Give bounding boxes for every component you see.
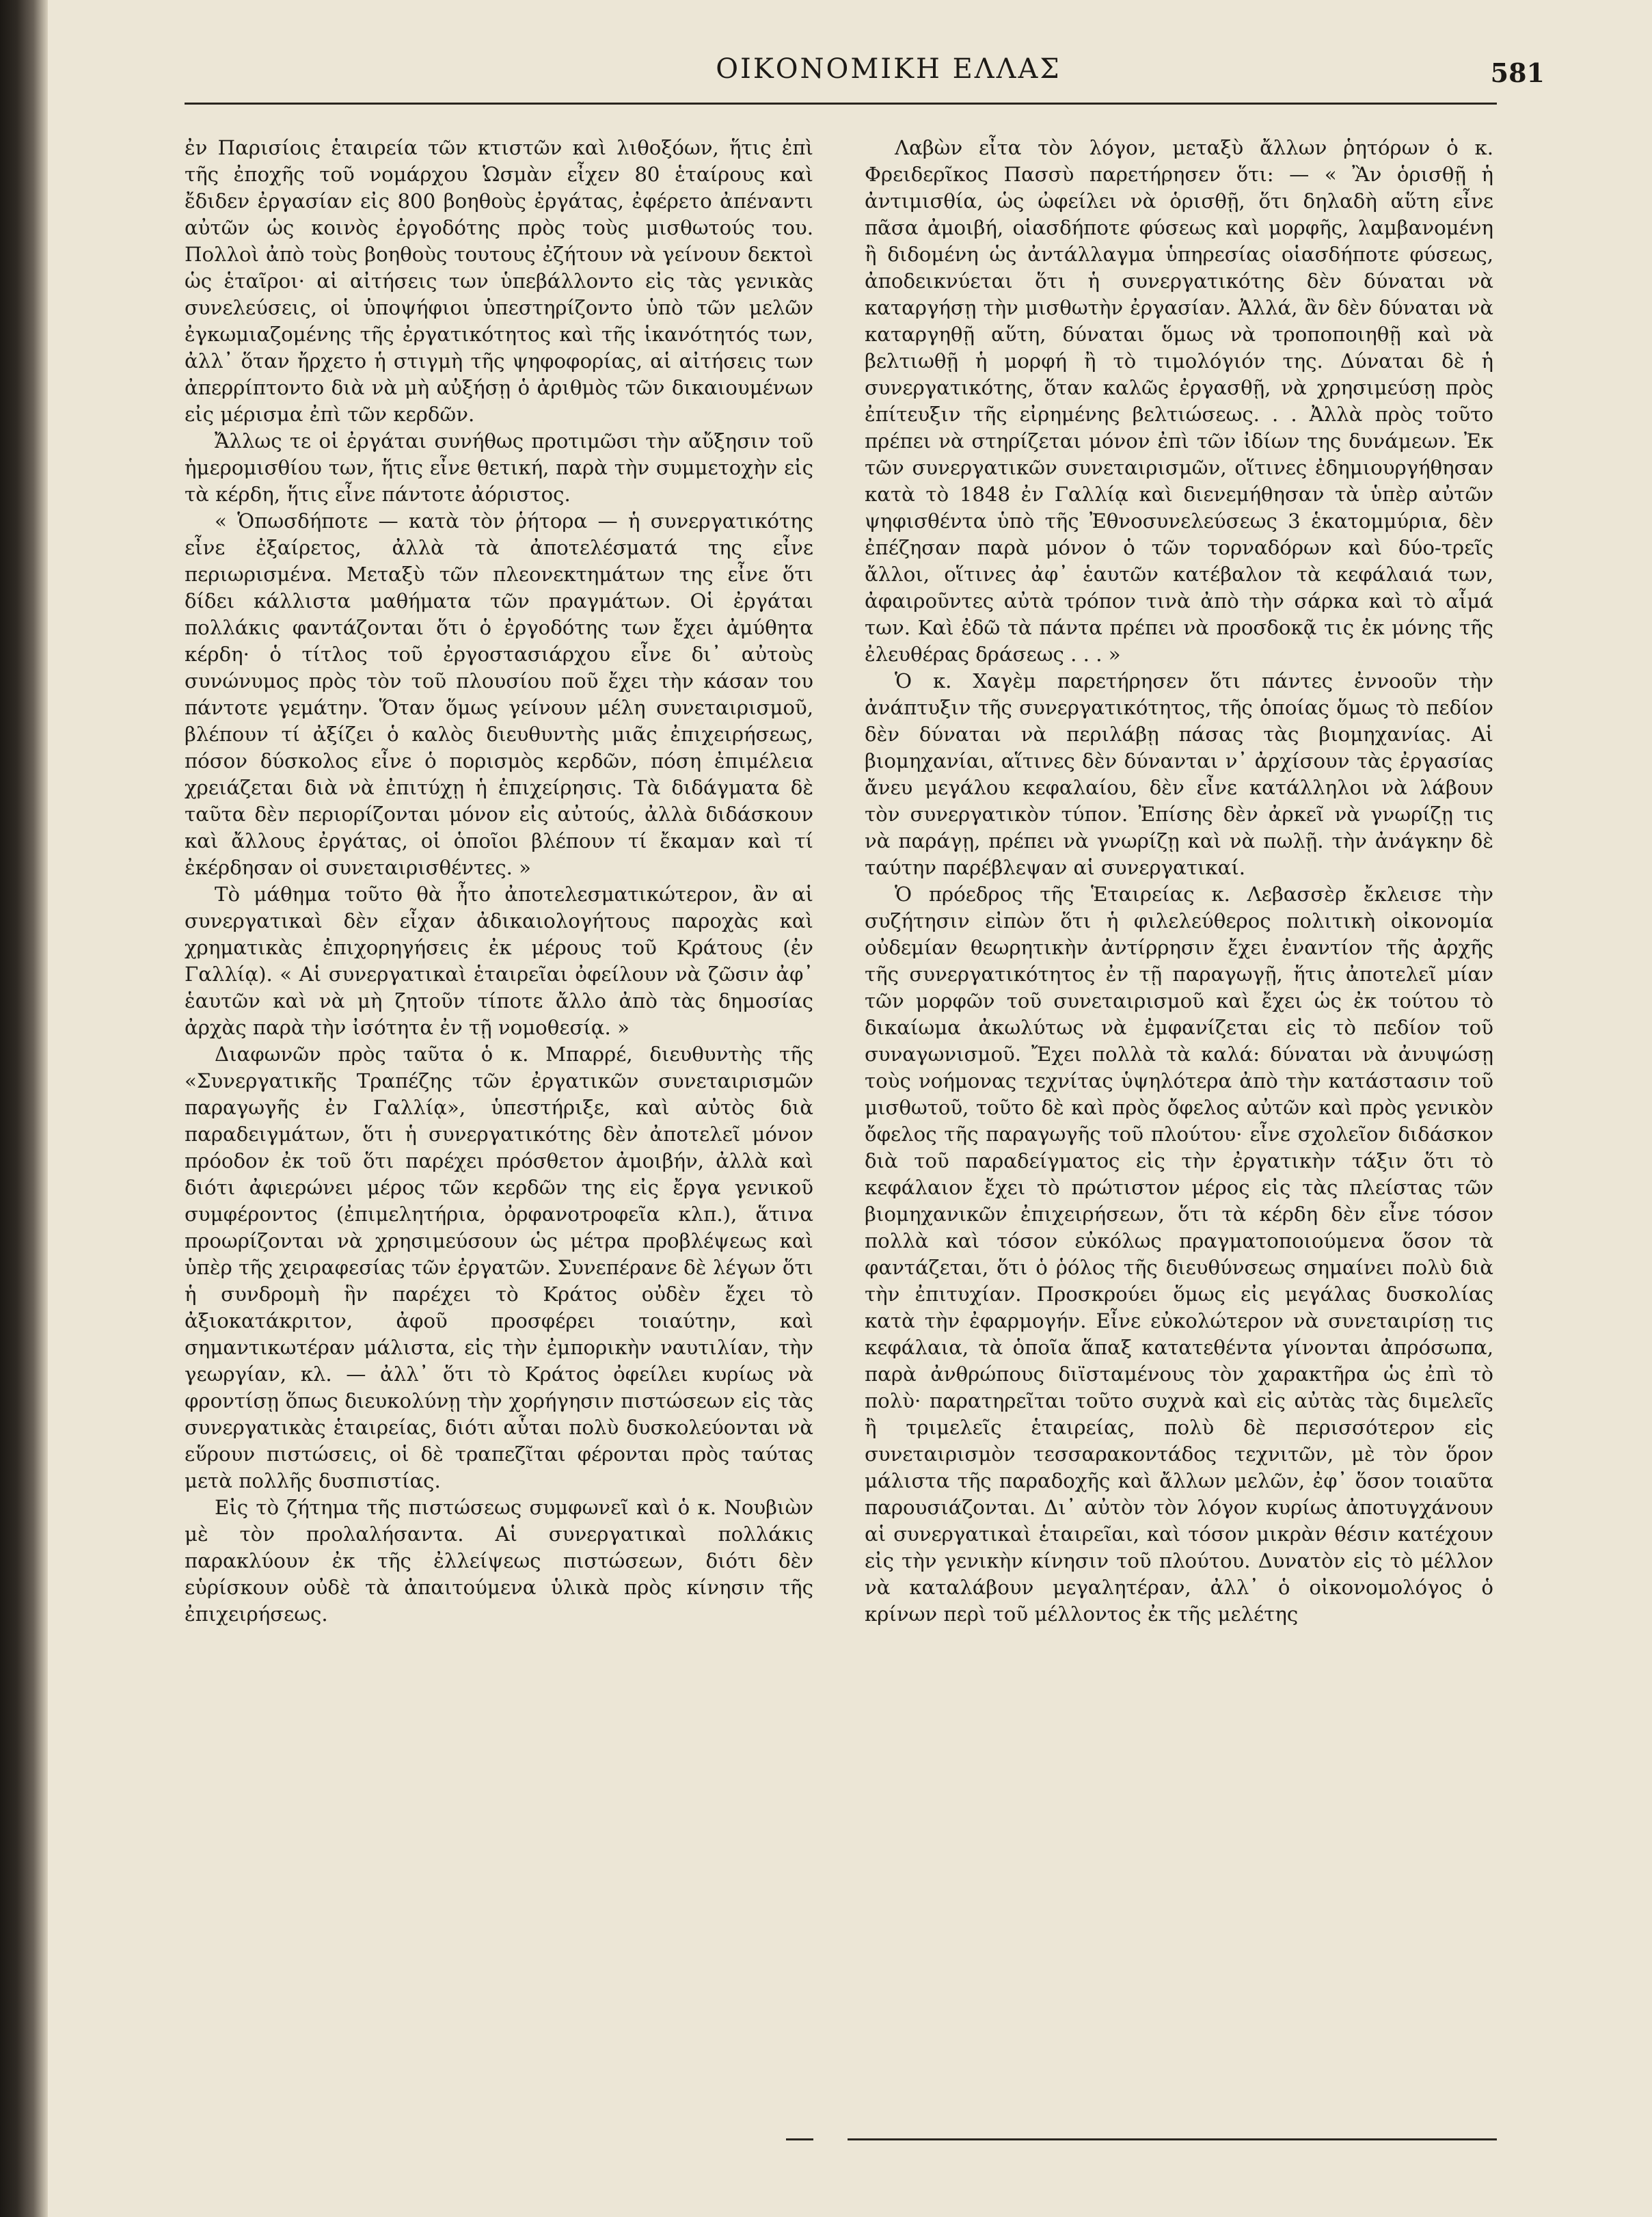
- right-column: [865, 135, 1493, 1628]
- paragraph: « Ὁπωσδήποτε — κατὰ τὸν ῥήτορα — ἡ συνεργατικότης εἶνε ἐξαίρετος, ἀλλὰ τὰ ἀποτελέσματά της εἶνε περιωρισμένα. Μεταξὺ τῶν πλεονεκτημάτων της εἶνε ὅτι δίδει κάλλιστα μαθήματα τῶν πραγμάτων. Οἱ ἐργάται πολλάκις φαντάζονται ὅτι ὁ ἐργοδότης των ἔχει ἀμύθητα κέρδη· ὁ τίτλος τοῦ ἐργοστασιάρχου εἶνε δι᾽ αὐτοὺς συνώνυμος πρὸς τὸν τοῦ πλουσίου ποῦ ἔχει τὴν κάσαν του πάντοτε γεμάτην. Ὅταν ὅμως γείνουν μέλη συνεταιρισμοῦ, βλέπουν τί ἀξίζει ὁ καλὸς διευθυντὴς μιᾶς ἐπιχειρήσεως, πόσον δύσκολος εἶνε ὁ πορισμὸς κερδῶν, πόση ἐπιμέλεια χρειάζεται διὰ νὰ ἐπιτύχῃ ἡ ἐπιχείρησις. Τὰ διδάγματα δὲ ταῦτα δὲν περιορίζονται μόνον εἰς αὐτούς, ἀλλὰ διδάσκουν καὶ ἄλλους ἐργάτας, οἱ ὁποῖοι βλέπουν τί ἔκαμαν καὶ τί ἐκέρδησαν οἱ συνεταιρισθέντες. »: [185, 509, 813, 879]
- bottom-rule-right: [848, 2138, 1497, 2140]
- paragraph: Εἰς τὸ ζήτημα τῆς πιστώσεως συμφωνεῖ καὶ ὁ κ. Νουβιὼν μὲ τὸν προλαλήσαντα. Αἱ συνεργατικαὶ πολλάκις παρακλύουν ἐκ τῆς ἐλλείψεως πιστώσεων, διότι δὲν εὑρίσκουν οὐδὲ τὰ ἀπαιτούμενα ὑλικὰ πρὸς κίνησιν τῆς ἐπιχειρήσεως.: [185, 1496, 813, 1626]
- paragraph: Ἄλλως τε οἱ ἐργάται συνήθως προτιμῶσι τὴν αὔξησιν τοῦ ἡμερομισθίου των, ἥτις εἶνε θετική, παρὰ τὴν συμμετοχὴν εἰς τὰ κέρδη, ἥτις εἶνε πάντοτε ἀόριστος.: [185, 429, 813, 506]
- paragraph: Ὁ πρόεδρος τῆς Ἑταιρείας κ. Λεβασσὲρ ἔκλεισε τὴν συζήτησιν εἰπὼν ὅτι ἡ φιλελεύθερος πολιτικὴ οἰκονομία οὐδεμίαν θεωρητικὴν ἀντίρρησιν ἔχει ἐναντίον τῆς ἀρχῆς τῆς συνεργατικότητος ἐν τῇ παραγωγῇ, ἥτις ἀποτελεῖ μίαν τῶν μορφῶν τοῦ συνεταιρισμοῦ καὶ ἔχει ὡς ἐκ τούτου τὸ δικαίωμα ἀκωλύτως νὰ ἐμφανίζεται εἰς τὸ πεδίον τοῦ συναγωνισμοῦ. Ἔχει πολλὰ τὰ καλά: δύναται νὰ ἀνυψώσῃ τοὺς νοήμονας τεχνίτας ὑψηλότερα ἀπὸ τὴν κατάστασιν τοῦ μισθωτοῦ, τοῦτο δὲ καὶ πρὸς ὄφελος αὐτῶν καὶ πρὸς γενικὸν ὄφελος τῆς παραγωγῆς τοῦ πλούτου· εἶνε σχολεῖον διδάσκον διὰ τοῦ παραδείγματος εἰς τὴν ἐργατικὴν τάξιν ὅτι τὸ κεφάλαιον ἔχει τὸ πρώτιστον μέρος εἰς τὰς πλείστας τῶν βιομηχανικῶν ἐπιχειρήσεων, ὅτι τὰ κέρδη δὲν εἶνε τόσον πολλὰ καὶ τόσον εὐκόλως πραγματοποιούμενα ὅσον τὰ φαντάζεται, ὅτι ὁ ῥόλος τῆς διευθύνσεως σημαίνει πολὺ διὰ τὴν ἐπιτυχίαν. Προσκρούει ὅμως εἰς μεγάλας δυσκολίας κατὰ τὴν ἐφαρμογήν. Εἶνε εὐκολώτερον νὰ συνεταιρίσῃ τις κεφάλαια, τὰ ὁποῖα ἅπαξ κατατεθέντα γίνονται ἀπρόσωπα, παρὰ ἀνθρώπους διϊσταμένους τὸν χαρακτῆρα ὡς ἐπὶ τὸ πολὺ· παρατηρεῖται τοῦτο συχνὰ καὶ εἰς αὐτὰς τὰς διμελεῖς ἢ τριμελεῖς ἑταιρείας, πολὺ δὲ περισσότερον εἰς συνεταιρισμὸν τεσσαρακοντάδος τεχνιτῶν, μὲ τὸν ὅρον μάλιστα τῆς παραδοχῆς καὶ ἄλλων μελῶν, ἐφ᾽ ὅσον τοιαῦτα παρουσιάζονται. Δι᾽ αὐτὸν τὸν λόγον κυρίως ἀποτυγχάνουν αἱ συνεργατικαὶ ἑταιρεῖαι, καὶ τόσον μικρὰν θέσιν κατέχουν εἰς τὴν γενικὴν κίνησιν τοῦ πλούτου. Δυνατὸν εἰς τὸ μέλλον νὰ καταλάβουν μεγαλητέραν, ἀλλ᾽ ὁ οἰκονομολόγος ὁ κρίνων περὶ τοῦ μέλλοντος ἐκ τῆς μελέτης: [865, 883, 1493, 1626]
- book-binding-shadow: [0, 0, 48, 2217]
- header-rule: [185, 103, 1497, 105]
- paragraph: Τὸ μάθημα τοῦτο θὰ ἦτο ἀποτελεσματικώτερον, ἂν αἱ συνεργατικαὶ δὲν εἶχαν ἀδικαιολογήτους παροχὰς καὶ χρηματικὰς ἐπιχορηγήσεις ἐκ μέρους τοῦ Κράτους (ἐν Γαλλίᾳ). « Αἱ συνεργατικαὶ ἑταιρεῖαι ὀφείλουν νὰ ζῶσιν ἀφ᾽ ἑαυτῶν καὶ νὰ μὴ ζητοῦν τίποτε ἄλλο ἀπὸ τὰς δημοσίας ἀρχὰς παρὰ τὴν ἰσότητα ἐν τῇ νομοθεσίᾳ. »: [185, 883, 813, 1039]
- running-header: [232, 53, 1545, 101]
- paragraph: Ὁ κ. Χαγὲμ παρετήρησεν ὅτι πάντες ἐννοοῦν τὴν ἀνάπτυξιν τῆς συνεργατικότητος, τῆς ὁποίας ὅμως τὸ πεδίον δὲν δύναται νὰ περιλάβῃ πάσας τὰς βιομηχανίας. Αἱ βιομηχανίαι, αἵτινες δὲν δύνανται ν᾽ ἀρχίσουν τὰς ἐργασίας ἄνευ μεγάλου κεφαλαίου, δὲν εἶνε κατάλληλοι νὰ λάβουν τὸν συνεργατικὸν τύπον. Ἐπίσης δὲν ἀρκεῖ νὰ γνωρίζῃ τις νὰ παράγῃ, πρέπει νὰ γνωρίζῃ καὶ νὰ πωλῇ. τὴν ἀνάγκην δὲ ταύτην παρέβλεψαν αἱ συνεργατικαί.: [865, 669, 1493, 879]
- paragraph: Διαφωνῶν πρὸς ταῦτα ὁ κ. Μπαρρέ, διευθυντὴς τῆς «Συνεργατικῆς Τραπέζης τῶν ἐργατικῶν συνεταιρισμῶν παραγωγῆς ἐν Γαλλίᾳ», ὑπεστήριξε, καὶ αὐτὸς διὰ παραδειγμάτων, ὅτι ἡ συνεργατικότης δὲν ἀποτελεῖ μόνον πρόοδον ἐκ τοῦ ὅτι παρέχει πρόσθετον ἀμοιβήν, ἀλλὰ καὶ διότι ἀφιερώνει μέρος τῶν κερδῶν της εἰς ἔργα γενικοῦ συμφέροντος (ἐπιμελητήρια, ὀρφανοτροφεῖα κλπ.), ἅτινα προωρίζονται νὰ χρησιμεύσουν ὡς μέτρα προβλέψεως καὶ ὑπὲρ τῆς χειραφεσίας τῶν ἐργατῶν. Συνεπέρανε δὲ λέγων ὅτι ἡ συνδρομὴ ἣν παρέχει τὸ Κράτος οὐδὲν ἔχει τὸ ἀξιοκατάκριτον, ἀφοῦ προσφέρει τοιαύτην, καὶ σημαντικωτέραν μάλιστα, εἰς τὴν ἐμπορικὴν ναυτιλίαν, τὴν γεωργίαν, κλ. — ἀλλ᾽ ὅτι τὸ Κράτος ὀφείλει κυρίως νὰ φροντίσῃ ὅπως διευκολύνῃ τὴν χορήγησιν πιστώσεων εἰς τὰς συνεργατικὰς ἑταιρείας, διότι αὗται πολὺ δυσκολεύονται νὰ εὕρουν πιστώσεις, οἱ δὲ τραπεζῖται φέρονται πρὸς ταύτας μετὰ πολλῆς δυσπιστίας.: [185, 1043, 813, 1492]
- left-column: [185, 135, 813, 1628]
- paragraph: Λαβὼν εἶτα τὸν λόγον, μεταξὺ ἄλλων ῥητόρων ὁ κ. Φρειδερῖκος Πασσὺ παρετήρησεν ὅτι: — « Ἂν ὁρισθῇ ἡ ἀντιμισθία, ὡς ὠφείλει νὰ ὁρισθῇ, ὅτι δηλαδὴ αὕτη εἶνε πᾶσα ἀμοιβή, οἱασδήποτε φύσεως καὶ μορφῆς, λαμβανομένη ἢ διδομένη ὡς ἀντάλλαγμα ὑπηρεσίας οἱασδήποτε φύσεως, ἀποδεικνύεται ὅτι ἡ συνεργατικότης δὲν δύναται νὰ καταργήσῃ τὴν μισθωτὴν ἐργασίαν. Ἀλλά, ἂν δὲν δύναται νὰ καταργηθῇ αὕτη, δύναται ὅμως νὰ τροποποιηθῇ καὶ νὰ βελτιωθῇ ἡ μορφή ἢ τὸ τιμολόγιόν της. Δύναται δὲ ἡ συνεργατικότης, ὅταν καλῶς ἐργασθῇ, νὰ χρησιμεύσῃ πρὸς ἐπίτευξιν τῆς εἰρημένης βελτιώσεως. . . Ἀλλὰ πρὸς τοῦτο πρέπει νὰ στηρίζεται μόνον ἐπὶ τῶν ἰδίων της δυνάμεων. Ἐκ τῶν συνεργατικῶν συνεταιρισμῶν, οἵτινες ἐδημιουργήθησαν κατὰ τὸ 1848 ἐν Γαλλίᾳ καὶ διενεμήθησαν τὰ ὑπὲρ αὐτῶν ψηφισθέντα ὑπὸ τῆς Ἐθνοσυνελεύσεως 3 ἑκατομμύρια, δὲν ἐπέζησαν παρὰ μόνον ὁ τῶν τορναδόρων καὶ δύο-τρεῖς ἄλλοι, οἵτινες ἀφ᾽ ἑαυτῶν κατέβαλον τὰ κεφάλαιά των, ἀφαιροῦντες αὐτὰ τρόπον τινὰ ἀπὸ τὴν σάρκα καὶ τὸ αἷμά των. Καὶ ἐδῶ τὰ πάντα πρέπει νὰ προσδοκᾷ τις ἐκ μόνης τῆς ἐλευθέρας δράσεως . . . »: [865, 136, 1493, 666]
- journal-title: ΟΙΚΟΝΟΜΙΚΗ ΕΛΛΑΣ: [716, 53, 1061, 85]
- paragraph: ἐν Παρισίοις ἑταιρεία τῶν κτιστῶν καὶ λιθοξόων, ἥτις ἐπὶ τῆς ἐποχῆς τοῦ νομάρχου Ὡσμὰν εἶχεν 80 ἑταίρους καὶ ἔδιδεν ἐργασίαν εἰς 800 βοηθοὺς ἐργάτας, ἐφέρετο ἀπέναντι αὐτῶν ὡς κοινὸς ἐργοδότης πρὸς τοὺς μισθωτούς του. Πολλοὶ ἀπὸ τοὺς βοηθοὺς τουτους ἐζήτουν νὰ γείνουν δεκτοὶ ὡς ἑταῖροι· αἱ αἰτήσεις των ὑπεβάλλοντο εἰς τὰς γενικὰς συνελεύσεις, οἱ ὑποψήφιοι ὑπεστηρίζοντο ὑπὸ τῶν μελῶν ἐγκωμιαζομένης τῆς ἐργατικότητος καὶ τῆς ἱκανότητός των, ἀλλ᾽ ὅταν ἤρχετο ἡ στιγμὴ τῆς ψηφοφορίας, αἱ αἰτήσεις των ἀπερρίπτοντο διὰ νὰ μὴ αὐξήσῃ ὁ ἀριθμὸς τῶν δικαιουμένων εἰς μέρισμα ἐπὶ τῶν κερδῶν.: [185, 136, 813, 426]
- page-number: 581: [1490, 57, 1545, 88]
- bottom-rule-left: [786, 2138, 813, 2140]
